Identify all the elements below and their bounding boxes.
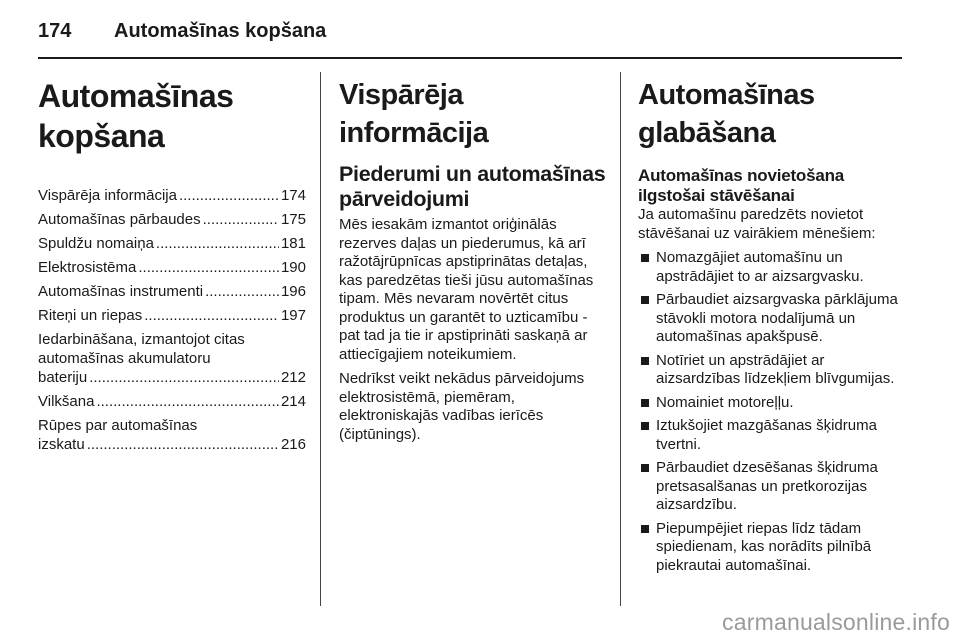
toc-label: Vispārēja informācija: [38, 187, 177, 204]
toc-entry[interactable]: [38, 392, 306, 411]
toc-label: Automašīnas instrumenti: [38, 283, 204, 300]
list-item: Nomazgājiet automašīnu un apstrādājiet to ar aizsargvasku.: [638, 249, 900, 286]
column-divider-1: [320, 72, 321, 606]
toc-label: Elektrosistēma: [38, 259, 137, 276]
column-toc: [38, 66, 306, 459]
toc-page: 216: [280, 436, 306, 453]
toc-label: Vilkšana: [38, 393, 95, 410]
square-bullet-icon: [641, 357, 649, 365]
column-general-info: [339, 66, 607, 444]
header-rule: [38, 57, 902, 59]
toc-page: 197: [280, 307, 306, 324]
toc-page: 196: [280, 283, 306, 300]
table-of-contents: [38, 186, 306, 454]
running-section-title: Automašīnas kopšana: [114, 19, 327, 42]
square-bullet-icon: [641, 464, 649, 472]
toc-entry[interactable]: [38, 234, 306, 253]
toc-label-line: Iedarbināšana, izmantojot citas: [38, 331, 245, 348]
list-item: Pārbaudiet dzesēšanas šķidruma pretsasalšanas un pretkorozijas aizsardzību.: [638, 459, 900, 515]
toc-entry[interactable]: [38, 186, 306, 205]
toc-label: bateriju: [38, 369, 88, 386]
square-bullet-icon: [641, 422, 649, 430]
list-item: Iztukšojiet mazgāšanas šķidruma tvertni.: [638, 417, 900, 454]
toc-entry[interactable]: [38, 258, 306, 277]
toc-entry[interactable]: [38, 210, 306, 229]
section-heading: Vispārēja informācija: [339, 79, 489, 149]
column-divider-2: [620, 72, 621, 606]
page-header: [38, 14, 902, 48]
list-item: Notīriet un apstrādājiet ar aizsardzības līdzekļiem blīvgumijas.: [638, 352, 900, 389]
square-bullet-icon: [641, 525, 649, 533]
watermark[interactable]: carmanualsonline.info: [722, 609, 950, 635]
toc-page: 181: [280, 235, 306, 252]
square-bullet-icon: [641, 296, 649, 304]
toc-page: 174: [280, 187, 306, 204]
column-storage: [638, 66, 900, 580]
page-number: 174: [38, 19, 72, 42]
toc-page: 175: [280, 211, 306, 228]
toc-label: Riteņi un riepas: [38, 307, 143, 324]
toc-entry[interactable]: [38, 416, 306, 454]
list-item: Nomainiet motoreļļu.: [638, 394, 900, 413]
toc-entry[interactable]: [38, 306, 306, 325]
subsection-heading: Piederumi un automašīnas pārveidojumi: [339, 162, 606, 211]
section-heading: Automašīnas glabāšana: [638, 79, 815, 149]
toc-label: Spuldžu nomaiņa: [38, 235, 154, 252]
square-bullet-icon: [641, 254, 649, 262]
toc-entry[interactable]: [38, 282, 306, 301]
toc-label-line: automašīnas akumulatoru: [38, 350, 211, 367]
body-paragraph: Mēs iesakām izmantot oriģinālās rezerves daļas un piederumus, kā arī ražotājrūpnīcas apstiprinātas detaļas, kas paredzētas tieši jūsu automašīnas tipam. Mēs nevaram novērtēt citus produktus un garantēt to uzticamību - pat tad ja tie ir apstiprināti saskaņā ar attiecīgajiem noteikumiem.: [339, 216, 594, 363]
toc-page: 190: [280, 259, 306, 276]
list-item: Pārbaudiet aizsargvaska pārklājuma stāvokli motora nodalījumā un automašīnas apakšpusē.: [638, 291, 900, 347]
toc-page: 212: [280, 369, 306, 386]
bullet-list: [638, 249, 900, 575]
toc-label: izskatu: [38, 436, 85, 453]
toc-page: 214: [280, 393, 306, 410]
square-bullet-icon: [641, 399, 649, 407]
subsection-heading: Automašīnas novietošana ilgstošai stāvēšanai: [638, 166, 845, 205]
intro-paragraph: Ja automašīnu paredzēts novietot stāvēšanai uz vairākiem mēnešiem:: [638, 206, 876, 242]
toc-label-line: Rūpes par automašīnas: [38, 417, 198, 434]
list-item: Piepumpējiet riepas līdz tādam spiedienam, kas norādīts pilnībā piekrautai automašīnai.: [638, 520, 900, 576]
body-paragraph: Nedrīkst veikt nekādus pārveidojums elektrosistēmā, piemēram, elektroniskajās vadības ierīcēs (čiptūnings).: [339, 370, 585, 443]
chapter-title: Automašīnas kopšana: [38, 78, 234, 154]
toc-entry[interactable]: [38, 330, 306, 387]
toc-label: Automašīnas pārbaudes: [38, 211, 201, 228]
